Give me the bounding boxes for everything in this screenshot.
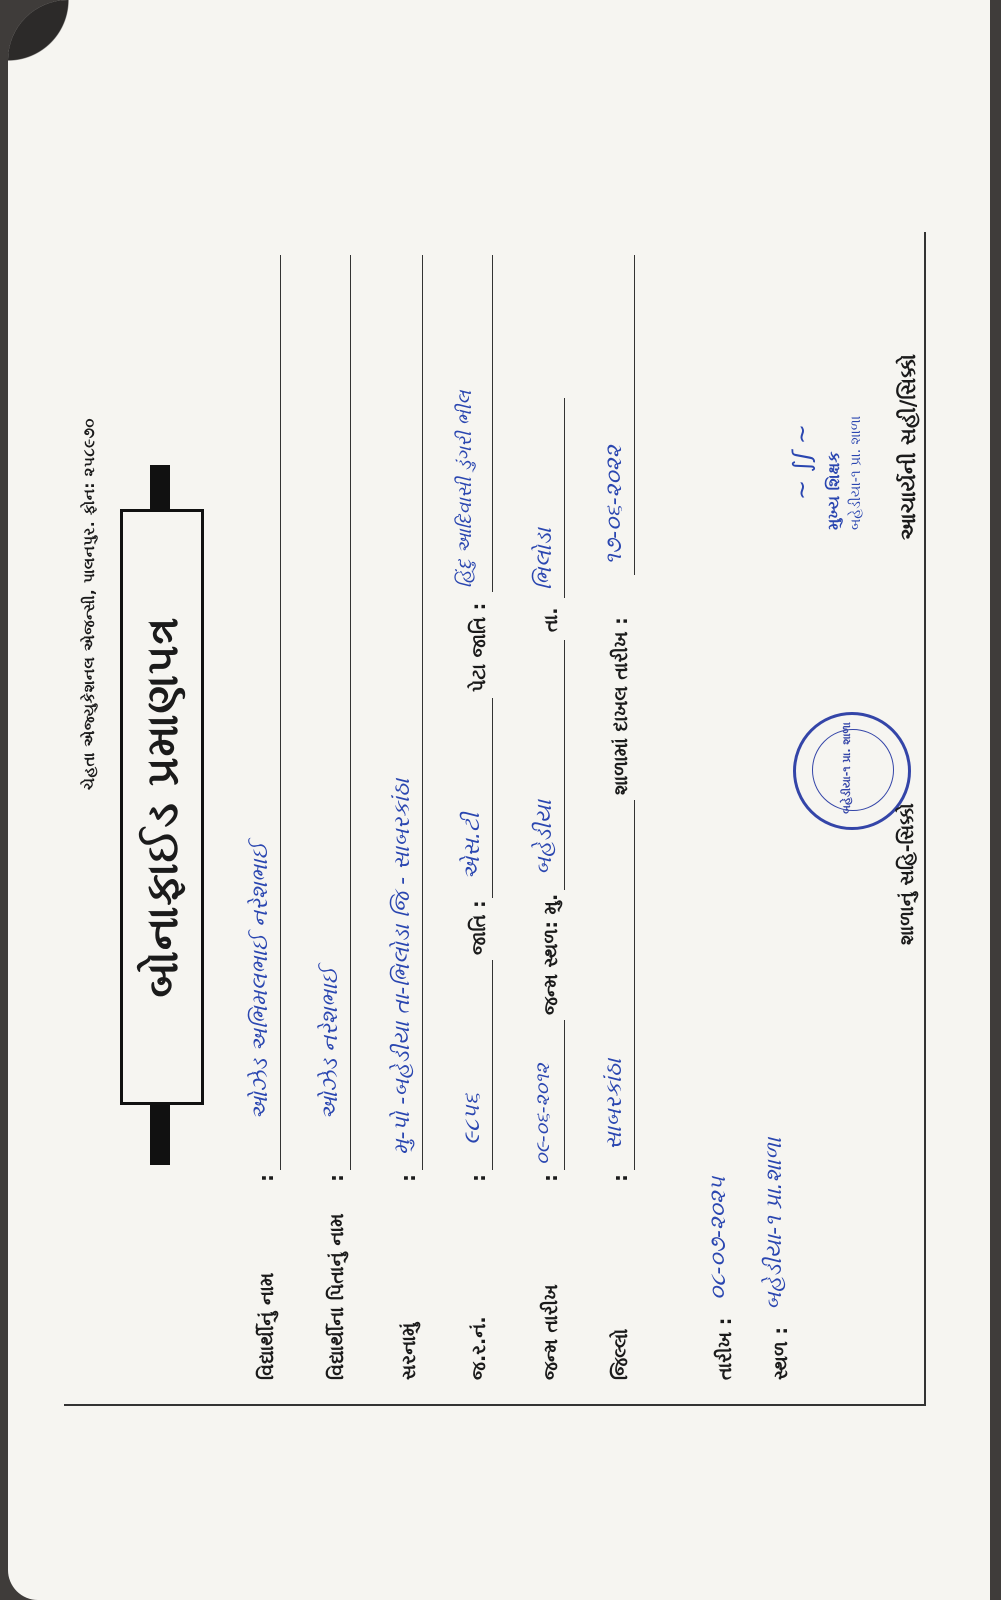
underline (350, 255, 351, 1170)
certificate-title: બોનાફાઈડ પ્રમાણપત્ર (120, 509, 204, 1105)
father-name-value: ઓઝેડ નરેશભાઈ (318, 967, 343, 1120)
district-value: સાબરકાંઠા (602, 1058, 627, 1150)
underline (492, 698, 493, 898)
school-seal (793, 712, 911, 830)
taluka-label: તા. (540, 607, 562, 632)
principal-signature (788, 280, 908, 540)
sub-caste-label: પેટા જાતિ : (468, 602, 490, 692)
colon: : (324, 1174, 348, 1182)
colon: : (396, 1174, 420, 1182)
underline (634, 255, 635, 575)
signature-designation: મુખ્ય શિક્ષક (824, 451, 843, 530)
underline (422, 255, 423, 1170)
birthplace-label: જન્મ સ્થળ: મુ. (540, 893, 562, 1015)
certificate-paper (8, 0, 990, 1600)
student-name-label: વિદ્યાર્થીનું નામ (256, 1272, 278, 1380)
printer-credit: ચેહતા એજ્યુકેશનલ એજન્સી, પાલનપુર. ફોન: ૨૫૮૯૭૦ (80, 418, 98, 790)
admission-date-label: શાળામાં દાખલ તારીખ : (610, 617, 632, 795)
underline (492, 255, 493, 592)
colon: : (608, 1174, 632, 1182)
taluka-value: ભિલોડા (532, 527, 557, 590)
issue-date-label: તારીખ : (714, 1317, 736, 1380)
dob-value: ૦૯-૦૬-૨૦૧૨ (532, 1063, 554, 1165)
underline (564, 398, 565, 598)
signature-scribble: ~ ∫ʃ ~ (788, 423, 816, 500)
seal-label: શાળાનું સહિ-સિક્કો (896, 803, 918, 945)
seal-text: બહેડીયા-૧ પ્રા. શાળા (840, 722, 853, 814)
father-name-label: વિદ્યાર્થીના પિતાનું નામ (326, 1213, 348, 1380)
gr-no-value: ૯૮૫૬ (460, 1093, 485, 1145)
colon: : (466, 1174, 490, 1182)
caste-label: જાતિ : (468, 900, 490, 955)
signature-school: બહેડીયા-૧ પ્રા. શાળા (848, 415, 864, 530)
gr-no-label: જ.ર.નં. (468, 1316, 490, 1380)
birthplace-value: બહેડીયા (532, 799, 557, 875)
underline (564, 1020, 565, 1170)
caste-value: એસ.ટી (460, 812, 485, 880)
underline (634, 800, 635, 1170)
sub-caste-value: હિંદુ આદિવાસી ડુંગરી ભીલ (454, 390, 476, 588)
principal-sign-label: આચાર્યની સહી/સિક્કો (896, 354, 920, 540)
place-value: બહેડીયા-૧ પ્રા.શાળા (762, 1137, 787, 1310)
place-label: સ્થળ : (770, 1326, 792, 1380)
address-value: મુ-પો -બહેડીયા તા-ભિલોડા જિ - સાબરકાંઠા (390, 778, 415, 1155)
underline (564, 640, 565, 890)
underline (492, 960, 493, 1170)
issue-date-value: ૦૮-૦૭-૨૦૨૫ (706, 1176, 731, 1300)
district-label: જિલ્લો (610, 1328, 632, 1380)
student-name-value: ઓઝેડ અભિમલભાઈ નરેશભાઈ (248, 842, 273, 1120)
underline (280, 255, 281, 1170)
address-label: સરનામું (398, 1322, 420, 1380)
admission-date-value: ૧૭-૦૬-૨૦૨૨ (602, 445, 627, 565)
paper-corner-shadow (8, 0, 128, 120)
colon: : (254, 1174, 278, 1182)
colon: : (538, 1174, 562, 1182)
certificate (58, 230, 938, 1410)
dob-label: જન્મ તારીખ (540, 1284, 562, 1380)
